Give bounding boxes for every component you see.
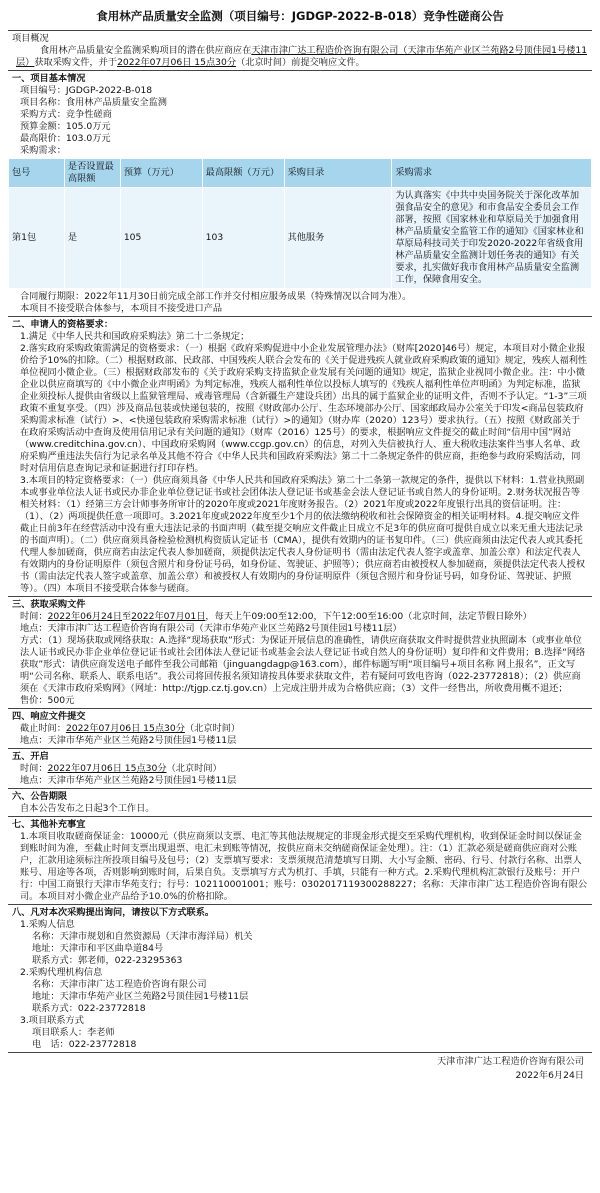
qualification-item: 2.落实政府采购政策需满足的资格要求：（一）根据《政府采购促进中小企业发展管理办法》（财库[2020]46号）规定，本项目对小微企业报价给予10%的扣除。（二）根据财政部、民政部、中国残疾人联合会发布的《关于促进残疾人就业政府采购政策的通知》规定，残疾人福利性单位视同小微企业。（三）根据财政部发布的《关于政府采购支持监狱企业发展有关问题的通知》规定，监狱企业视同小微企业。注：中小微企业以供应商填写的《中小微企业声明函》为判定标准，残疾人福利性单位以投标人填写的《残疾人福利性单位声明函》为判定标准，监狱企业须投标人提供由省级以上监狱管理局、戒毒管理局（含新疆生产建设兵团）出具的属于监狱企业的证明文件，否则不予认定。“1-3”三项政策不重复享受。（四）涉及商品包装或快递包装的，按照《财政部办公厅、生态环境部办公厅、国家邮政局办公室关于印发<商品包装政府采购需求标准（试行）>、<快递包装政府采购需求标准（试行）>的通知》（财办库（2020）123号）要求执行。（五）按照《财政部关于在政府采购活动中查询及使用信用记录有关问题的通知》（财库（2016）125号）的要求，根据响应文件提交的截止时间“信用中国”网站（www.creditchina.gov.cn）、中国政府采购网（www.ccgp.gov.cn）的信息，对列入失信被执行人、重大税收违法案件当事人名单、政府采购严重违法失信行为记录名单及其他不符合《中华人民共和国政府采购法》第二十二条规定条件的供应商，拒绝参与政府采购活动，同时对信用信息查询记录和证据进行打印存档。 [20,343,588,474]
agency-address: 地址：天津市华苑产业区兰苑路2号顶佳园1号楼11层 [32,991,249,1002]
table-header-cell: 采购目录 [284,159,392,188]
agency-contact: 联系方式：022-23772818 [32,1003,146,1014]
opening-time-label: 时间： [20,763,48,774]
consortium-note: 本项目不接受联合体参与，本项目不接受进口产品 [20,303,223,314]
purchaser-address: 地址：天津市和平区曲阜道84号 [32,943,164,954]
obtain-place: 地点：天津市津广达工程造价咨询有限公司（天津市华苑产业区兰苑路2号顶佳园1号楼11层） [20,623,402,634]
table-header-cell: 采购需求 [392,159,592,188]
qualification-block [8,317,592,597]
obtain-time-label: 时间： [20,611,48,622]
contacts-heading: 八、凡对本次采购提出询问，请按以下方式联系。 [12,907,215,918]
project-contact-heading: 3.项目联系方式 [20,1015,84,1026]
other-block [8,817,592,905]
table-row [9,188,592,289]
opening-time-value: 2022年07月06日 15点30分 [47,763,167,774]
qualification-item: 3.本项目的特定资格要求：（一）供应商须具备《中华人民共和国政府采购法》第二十二条第一款规定的条件，提供以下材料：1.营业执照副本或事业单位法人证书或民办非企业单位登记证书或社会团体法人登记证书或基金会法人登记证书或自然人的身份证明。2.财务状况报告等相关材料：（1）经第三方会计师事务所审计的2020年度或2021年度财务报告。（2）2021年度或2022年度银行出具的资信证明。注：（1）、（2）两项提供任意一项即可。3.2021年度或2022年度至少1个月的依法缴纳税收和社会保障资金的相关证明材料。4.提交响应文件截止日前3年在经营活动中没有重大违法记录的书面声明（截至提交响应文件截止日成立不足3年的供应商可提供自成立以来无重大违法记录的书面声明）。（二）供应商须具备检验检测机构资质认定证书（CMA），提供有效期内的证书复印件。（三）供应商须由法定代表人或其委托代理人参加磋商，供应商若由法定代表人参加磋商，须提供法定代表人身份证明书（需由法定代表人签字或盖章、加盖公章）和法定代表人有效期内的身份证明原件（须包含照片和身份证号码，如身份证、驾驶证、护照等）；供应商若由被授权人参加磋商，须提供法定代表人授权书（需由法定代表人签字或盖章、加盖公章）和被授权人有效期内的身份证明原件（须包含照片和身份证号码，如身份证、驾驶证、护照等）。（四）本项目不接受联合体参与磋商。 [20,475,586,594]
table-header-cell: 是否设置最高限额 [64,159,120,188]
basic-info-item: 预算金额：105.0万元 [20,121,111,132]
basic-info-heading: 一、项目基本情况 [12,73,86,84]
table-cell: 为认真落实《中共中央国务院关于深化改革加强食品安全的意见》和市食品安全委员会工作部署，按照《国家林业和草原局关于加强食用林产品质量安全监管工作的通知》《国家林业和草原局科技司关于印发2020-2022年省级食用林产品质量安全监测计划任务表的通知》有关要求，扎实做好我市食用林产品质量安全监测工作，保障食用安全。 [392,188,592,289]
basic-info-item: 采购需求： [20,145,66,156]
purchaser-contact: 联系方式：郭老师，022-23295363 [32,955,183,966]
signature-date: 2022年6月24日 [515,1070,584,1081]
basic-info-block [8,71,592,317]
opening-place: 地点：天津市华苑产业区兰苑路2号顶佳园1号楼11层 [20,775,237,786]
submit-time-value: 2022年07月06日 15点30分 [65,723,185,734]
submit-time-suffix: （北京时间） [184,723,241,734]
table-header-row [9,159,592,188]
obtain-block [8,597,592,709]
requirements-table [8,158,592,289]
overview-text-c: 获取采购文件，并于 [34,57,118,68]
table-cell: 其他服务 [284,188,392,289]
qualification-item: 1.满足《中华人民共和国政府采购法》第二十二条规定； [20,331,250,342]
basic-info-item: 最高限价：103.0万元 [20,133,111,144]
submit-block [8,709,592,749]
page-title: 食用林产品质量安全监测（项目编号：JGDGP-2022-B-018）竞争性磋商公告 [96,9,504,23]
obtain-to: 至 [121,611,132,622]
obtain-date-to: 2022年07月01日 [131,611,206,622]
contract-period: 合同履行期限：2022年11月30日前完成全部工作并交付相应服务成果（特殊情况以合同为准）。 [20,291,412,302]
overview-text-a: 食用林产品质量安全监测采购项目的潜在供应商应在 [40,45,252,56]
opening-block [8,749,592,789]
submit-time-label: 截止时间： [20,723,66,734]
obtain-hours: ，每天上午09:00至12:00，下午12:00至16:00（北京时间，法定节假日除外） [205,611,532,622]
notice-text: 自本公告发布之日起3个工作日。 [20,803,155,814]
table-header-cell: 最高限额（万元） [202,159,284,188]
overview-text [8,45,592,69]
obtain-date-from: 2022年06月24日 [47,611,122,622]
obtain-method: 方式：（1）现场获取或网络获取：A.选择“现场获取”形式：为保证开展信息的准确性，请供应商获取文件时提供营业执照副本（或事业单位法人证书或民办非企业单位登记证书或社会团体法人登记证书或基金会法人登记证书或自然人的身份证明）复印件和文件费用；B.选择“网络获取”形式：请供应商发送电子邮件至我公司邮箱（jinguangdagp@163.com），邮件标题写明“项目编号+项目名称 网上报名”，正文写明“公司名称、联系人、联系电话”。我公司将回传报名须知请按具体要求获取文件，若有疑问可致电咨询（022-23772818）；（2）供应商须在《天津市政府采购网》（网址：http://tjgp.cz.tj.gov.cn）上完成注册并成为合格供应商；（3）文件一经售出，所收费用概不退还； [20,635,586,694]
agency-name: 名称：天津市津广达工程造价咨询有限公司 [32,979,207,990]
submit-time [8,723,592,735]
overview-deadline: 2022年07月06日 15点30分 [117,57,237,68]
obtain-heading: 三、获取采购文件 [12,599,86,610]
obtain-time [8,611,592,623]
basic-info-item: 采购方式：竞争性磋商 [20,109,112,120]
other-heading: 七、其他补充事宜 [12,819,86,830]
project-contact-phone: 电 话：022-23772818 [32,1039,137,1050]
table-cell: 是 [64,188,120,289]
table-cell: 103 [202,188,284,289]
other-text: 1.本项目收取磋商保证金：10000元（供应商须以支票、电汇等其他法规规定的非现金形式提交至采购代理机构，收到保证金时间以保证金到账时间为准，至截止时间支票出现退票、电汇未到账等情况，按供应商未交纳磋商保证金处理）。注：（1）汇款必须是磋商供应商对公账户，汇款用途须标注所投项目编号及包号；（2）支票填写要求：支票须规范清楚填写日期、大小写金额、密码、行号、付款行名称、出票人账号、用途等各项，否则影响到账时间，后果自负。支票填写方式为机打、手填，只能有一种方式。2.采购代理机构汇款银行及账号：开户行：中国工商银行天津市华苑支行；行号：102110001001；账号：0302017119300288227；名称：天津市津广达工程造价咨询有限公司。本项目对小微企业产品给予10.0%的价格扣除。 [20,831,588,902]
notice-heading: 六、公告期限 [12,791,68,802]
project-contact-person: 项目联系人：李老师 [32,1027,115,1038]
contacts-block [8,905,592,1053]
announcement-page [8,0,592,1083]
submit-heading: 四、响应文件提交 [12,711,86,722]
basic-info-item: 项目名称：食用林产品质量安全监测 [20,97,167,108]
signature-org: 天津市津广达工程造价咨询有限公司 [437,1056,584,1067]
purchaser-heading: 1.采购人信息 [20,919,75,930]
basic-info-item: 项目编号：JGDGP-2022-B-018 [20,85,153,96]
submit-place: 地点：天津市华苑产业区兰苑路2号顶佳园1号楼11层 [20,735,237,746]
overview-heading: 项目概况 [12,33,49,44]
opening-time-suffix: （北京时间） [166,763,222,774]
obtain-price: 售价：500元 [20,695,75,706]
overview-block [8,31,592,71]
overview-location: 天津市津广达工程造价咨询有限公司（天津市华苑产业区兰苑路2号顶佳园1号楼11层） [16,45,588,68]
purchaser-name: 名称：天津市规划和自然资源局（天津市海洋局）机关 [32,931,253,942]
overview-text-d: （北京时间）前提交响应文件。 [236,57,365,68]
table-cell: 第1包 [9,188,65,289]
table-cell: 105 [120,188,202,289]
opening-time [8,763,592,775]
notice-block [8,789,592,817]
agency-heading: 2.采购代理机构信息 [20,967,103,978]
table-header-cell: 预算（万元） [120,159,202,188]
opening-heading: 五、开启 [12,751,49,762]
table-header-cell: 包号 [9,159,65,188]
qualification-heading: 二、申请人的资格要求： [12,319,114,330]
signature-block [8,1055,592,1083]
